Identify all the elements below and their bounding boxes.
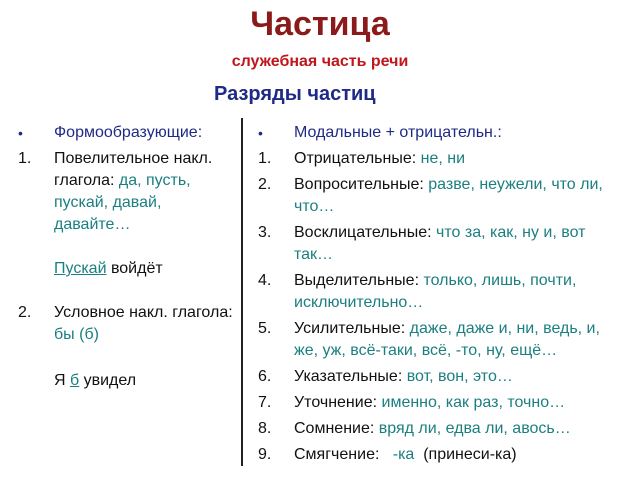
item-examples: бы (б) [54,326,99,343]
item-number: 1. [258,150,272,167]
item-text [294,392,620,414]
item-text [294,270,620,314]
left-example-1 [18,258,236,280]
page-title: Частица [250,5,390,43]
example-pre: Я [54,372,70,389]
item-number: 2. [258,176,272,193]
right-list [258,148,620,466]
item-label: Указательные: [294,368,407,385]
left-bullet-item [18,122,236,144]
left-example-2 [18,370,236,392]
bullet-icon: • [18,125,23,141]
right-item-6 [258,366,620,388]
item-text [294,174,620,218]
item-number: 9. [258,446,272,463]
right-item-1 [258,148,620,170]
right-item-3 [258,222,620,266]
right-item-9 [258,444,620,466]
item-label: Выделительные: [294,272,424,289]
bullet-icon: • [258,125,263,141]
item-number: 5. [258,320,272,337]
right-column [258,122,620,466]
item-text [294,366,620,388]
item-number: 8. [258,420,272,437]
example-rest: войдёт [106,260,163,277]
item-text [54,148,236,236]
item-examples: что за, как, ну и, вот так… [294,224,586,263]
right-item-2 [258,174,620,218]
item-text [294,418,620,440]
item-text [54,302,236,346]
item-label: Смягчение: [294,446,393,463]
item-label: Восклицательные: [294,224,437,241]
item-label: Отрицательные: [294,150,421,167]
item-examples: вряд ли, едва ли, авось… [378,420,571,437]
left-bullet-text: Формообразующие: [54,124,203,141]
column-divider [241,118,243,466]
example-word: б [70,372,80,389]
item-examples: именно, как раз, точно… [381,394,566,411]
item-examples: не, ни [420,150,466,167]
item-examples: только, лишь, почти, исключительно… [294,272,577,311]
example-rest: увидел [79,372,137,389]
item-examples: разве, неужели, что ли, что… [294,176,603,215]
item-text [294,148,620,170]
right-item-7 [258,392,620,414]
right-bullet-item [258,122,620,144]
left-item-2 [18,302,236,346]
example-word: Пускай [54,260,107,277]
left-item-1 [18,148,236,236]
item-label: Вопросительные: [294,176,429,193]
right-item-4 [258,270,620,314]
item-number: 2. [18,304,32,321]
item-label: Повелительное накл. глагола: [54,150,213,189]
item-number: 7. [258,394,272,411]
item-label: Условное накл. глагола: [54,304,233,321]
item-number: 1. [18,150,32,167]
item-label: Сомнение: [294,420,379,437]
item-number: 3. [258,224,272,241]
item-examples: даже, даже и, ни, ведь, и, же, уж, всё-таки, всё, -то, ну, ещё… [294,320,600,359]
item-number: 6. [258,368,272,385]
item-text [294,222,620,266]
item-text [294,444,620,466]
item-number: 4. [258,272,272,289]
left-column [18,122,236,392]
section-heading: Разряды частиц [214,83,376,105]
item-label: Уточнение: [294,394,382,411]
item-examples: вот, вон, это… [406,368,513,385]
item-label: Усилительные: [294,320,410,337]
page-subtitle: служебная часть речи [231,53,409,70]
item-examples: -ка [392,446,415,463]
item-text [294,318,620,362]
right-item-5 [258,318,620,362]
item-extra: (принеси-ка) [414,446,517,463]
item-examples: да, пусть, пускай, давай, давайте… [54,172,191,233]
right-item-8 [258,418,620,440]
right-bullet-text: Модальные + отрицательн.: [294,124,502,141]
